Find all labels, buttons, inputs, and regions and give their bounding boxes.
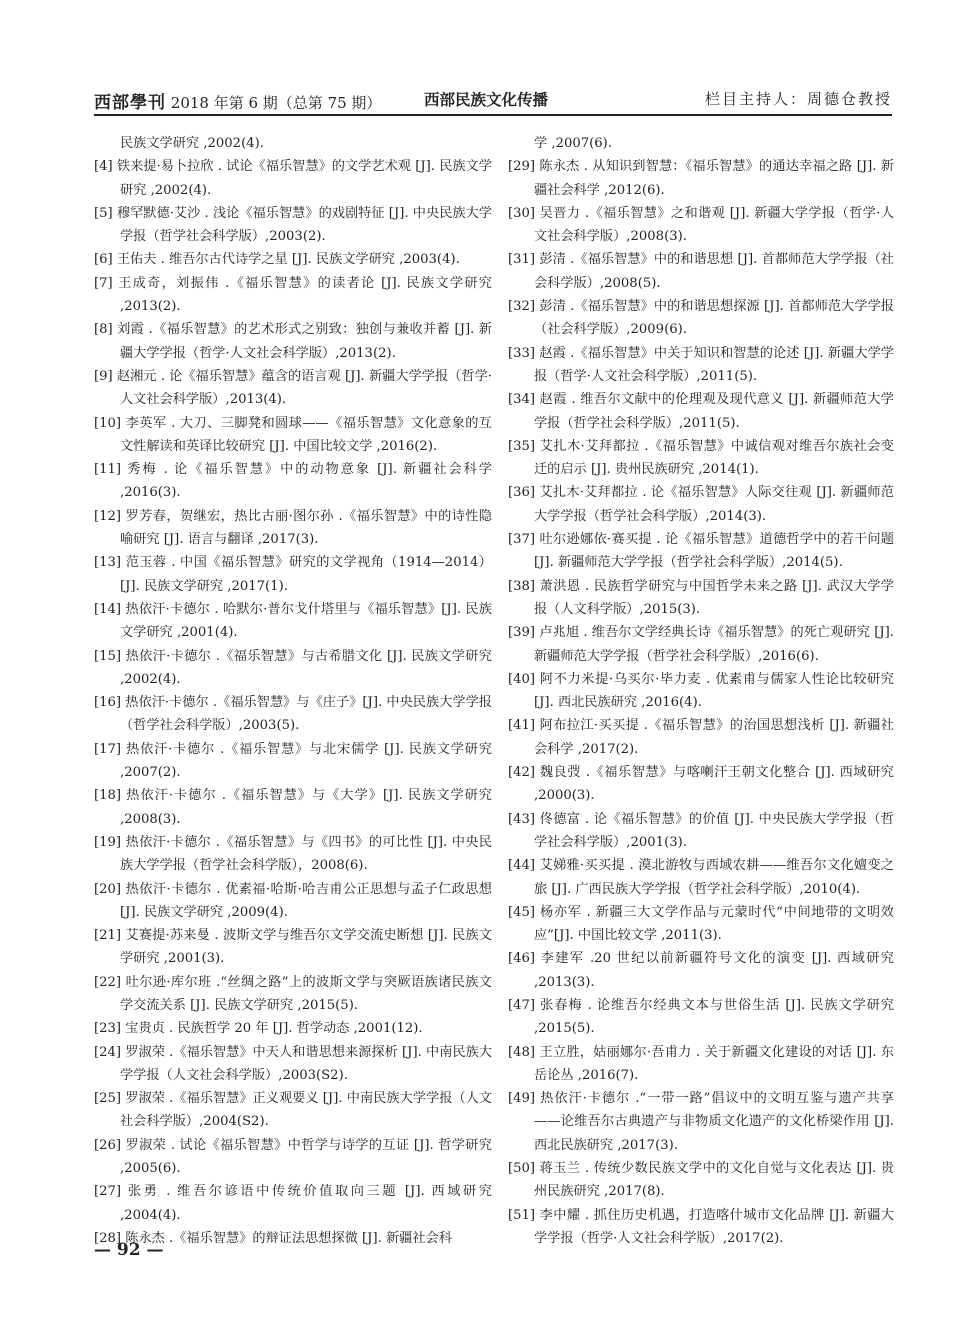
reference-entry: 民族文学研究 ,2002(4).	[120, 136, 264, 151]
reference-entry: [9] 赵湘元 . 论《福乐智慧》蕴含的语言观 [J]. 新疆大学学报（哲学·人文社会科学版）,2013(4).	[94, 368, 492, 408]
reference-entry: [37] 吐尔逊娜依·赛买提 . 论《福乐智慧》道德哲学中的若干问题 [J]. 新疆师范大学学报（哲学社会科学版）,2014(5).	[508, 532, 894, 571]
reference-entry: [20] 热依汗·卡德尔 . 优素福·哈斯·哈吉甫公正思想与孟子仁政思想 [J]. 民族文学研究 ,2009(4).	[94, 881, 492, 920]
section-title: 西部民族文化传播	[424, 91, 549, 109]
reference-entry: [34] 赵霞 . 维吾尔文献中的伦理观及现代意义 [J]. 新疆师范大学学报（哲学社会科学版）,2011(5).	[508, 392, 894, 431]
reference-entry: [28] 陈永杰 .《福乐智慧》的辩证法思想探微 [J]. 新疆社会科	[94, 1230, 452, 1246]
references-column-left	[94, 132, 492, 1250]
reference-entry: [39] 卢兆旭 . 维吾尔文学经典长诗《福乐智慧》的死亡观研究 [J]. 新疆师范大学学报（哲学社会科学版）,2016(6).	[508, 625, 894, 664]
reference-entry: [14] 热依汗·卡德尔 . 哈默尔·普尔戈什塔里与《福乐智慧》[J]. 民族文学研究 ,2001(4).	[94, 601, 492, 641]
column-host: 栏目主持人：周德仓教授	[704, 90, 892, 108]
reference-entry: [13] 范玉蓉 . 中国《福乐智慧》研究的文学视角（1914—2014）[J]. 民族文学研究 ,2017(1).	[94, 555, 492, 594]
reference-entry: [50] 蒋玉兰 . 传统少数民族文学中的文化自觉与文化表达 [J]. 贵州民族研究 ,2017(8).	[508, 1161, 894, 1200]
reference-entry: [25] 罗淑荣 .《福乐智慧》正义观要义 [J]. 中南民族大学学报（人文社会科学版）,2004(S2).	[94, 1091, 492, 1130]
reference-entry: [45] 杨亦军 . 新疆三大文学作品与元蒙时代“中间地带的文明效应”[J]. 中国比较文学 ,2011(3).	[508, 904, 894, 944]
reference-entry: [6] 王佑夫 . 维吾尔古代诗学之星 [J]. 民族文学研究 ,2003(4).	[94, 252, 460, 268]
reference-entry: [27] 张勇 . 维吾尔谚语中传统价值取向三题 [J]. 西域研究 ,2004(4).	[94, 1184, 492, 1223]
reference-entry: [47] 张春梅 . 论维吾尔经典文本与世俗生活 [J]. 民族文学研究 ,2015(5).	[508, 997, 894, 1037]
references-column-right	[508, 132, 894, 1250]
reference-entry: [44] 艾娣雅·买买提 . 漠北游牧与西域农耕——维吾尔文化嬗变之旅 [J]. 广西民族大学学报（哲学社会科学版）,2010(4).	[508, 858, 894, 897]
reference-entry: [43] 佟德富 . 论《福乐智慧》的价值 [J]. 中央民族大学学报（哲学社会科学版）,2001(3).	[508, 811, 894, 850]
reference-entry: [51] 李中耀 . 抓住历史机遇，打造喀什城市文化品牌 [J]. 新疆大学学报（哲学·人文社会科学版）,2017(2).	[508, 1207, 894, 1246]
reference-entry: [46] 李建军 .20 世纪以前新疆符号文化的演变 [J]. 西域研究 ,2013(3).	[508, 951, 894, 990]
reference-entry: [10] 李英军 . 大刀、三脚凳和圆球——《福乐智慧》文化意象的互文性解读和英译比较研究 [J]. 中国比较文学 ,2016(2).	[94, 415, 492, 454]
journal-logo: 西部學刊	[94, 93, 166, 113]
reference-entry: [12] 罗芳春，贺继宏，热比古丽·图尔孙 .《福乐智慧》中的诗性隐喻研究 [J]. 语言与翻译 ,2017(3).	[94, 508, 492, 548]
reference-entry: [11] 秀梅 . 论《福乐智慧》中的动物意象 [J]. 新疆社会科学 ,2016(3).	[94, 462, 492, 501]
reference-entry: [41] 阿布拉江·买买提 .《福乐智慧》的治国思想浅析 [J]. 新疆社会科学 ,2017(2).	[508, 718, 894, 757]
reference-entry: [23] 宝贵贞 . 民族哲学 20 年 [J]. 哲学动态 ,2001(12).	[94, 1021, 423, 1037]
reference-entry: [15] 热依汗·卡德尔 .《福乐智慧》与古希腊文化 [J]. 民族文学研究 ,2002(4).	[94, 648, 492, 687]
reference-entry: [30] 吴晋力 .《福乐智慧》之和谐观 [J]. 新疆大学学报（哲学·人文社会科学版）,2008(3).	[508, 205, 894, 245]
reference-entry: [24] 罗淑荣 .《福乐智慧》中天人和谐思想来源探析 [J]. 中南民族大学学报（人文社会科学版）,2003(S2).	[94, 1044, 492, 1083]
reference-entry: [42] 魏良弢 .《福乐智慧》与喀喇汗王朝文化整合 [J]. 西域研究 ,2000(3).	[508, 765, 894, 804]
reference-entry: [38] 萧洪恩 . 民族哲学研究与中国哲学未来之路 [J]. 武汉大学学报（人文科学版）,2015(3).	[508, 578, 894, 617]
reference-entry: [21] 艾赛提·苏来曼 . 波斯文学与维吾尔文学交流史断想 [J]. 民族文学研究 ,2001(3).	[94, 928, 492, 967]
reference-entry: [7] 王成奇，刘振伟 .《福乐智慧》的读者论 [J]. 民族文学研究 ,2013(2).	[94, 275, 492, 315]
reference-entry: [17] 热依汗·卡德尔 .《福乐智慧》与北宋儒学 [J]. 民族文学研究 ,2007(2).	[94, 741, 492, 781]
reference-entry: [29] 陈永杰 . 从知识到智慧：《福乐智慧》的通达幸福之路 [J]. 新疆社会科学 ,2012(6).	[508, 159, 894, 198]
reference-entry: [33] 赵霞 .《福乐智慧》中关于知识和智慧的论述 [J]. 新疆大学学报（哲学·人文社会科学版）,2011(5).	[508, 345, 894, 384]
reference-entry: [4] 铁来提·易卜拉欣 . 试论《福乐智慧》的文学艺术观 [J]. 民族文学研究 ,2002(4).	[94, 159, 492, 198]
reference-entry: [32] 彭清 .《福乐智慧》中的和谐思想探源 [J]. 首都师范大学学报（社会科学版）,2009(6).	[508, 299, 894, 338]
page-number: — 92 —	[94, 1240, 164, 1260]
reference-entry: [48] 王立胜，姑丽娜尔·吾甫力 . 关于新疆文化建设的对话 [J]. 东岳论丛 ,2016(7).	[508, 1044, 894, 1083]
running-header	[94, 86, 892, 116]
issue-info: 2018 年第 6 期（总第 75 期）	[170, 94, 382, 112]
reference-entry: [49] 热依汗·卡德尔 .“一带一路”倡议中的文明互鉴与遗产共享——论维吾尔古典遗产与非物质文化遗产的文化桥梁作用 [J]. 西北民族研究 ,2017(3).	[508, 1091, 894, 1153]
reference-entry: [16] 热依汗·卡德尔 .《福乐智慧》与《庄子》[J]. 中央民族大学学报（哲学社会科学版）,2003(5).	[94, 695, 492, 734]
reference-entry: 学 ,2007(6).	[534, 136, 613, 151]
reference-entry: [18] 热依汗·卡德尔 .《福乐智慧》与《大学》[J]. 民族文学研究 ,2008(3).	[94, 788, 492, 827]
reference-entry: [19] 热依汗·卡德尔 .《福乐智慧》与《四书》的可比性 [J]. 中央民族大学学报（哲学社会科学版），2008(6).	[94, 834, 492, 874]
reference-entry: [36] 艾扎木·艾拜都拉 . 论《福乐智慧》人际交往观 [J]. 新疆师范大学学报（哲学社会科学版）,2014(3).	[508, 485, 894, 524]
reference-entry: [22] 吐尔逊·库尔班 .“丝绸之路”上的波斯文学与突厥语族诸民族文学交流关系 [J]. 民族文学研究 ,2015(5).	[94, 974, 492, 1013]
journal-issue-line	[94, 88, 381, 113]
reference-entry: [40] 阿不力米提·乌买尔·毕力麦 . 优素甫与儒家人性论比较研究 [J]. 西北民族研究 ,2016(4).	[508, 671, 894, 711]
reference-entry: [5] 穆罕默德·艾沙 . 浅论《福乐智慧》的戏剧特征 [J]. 中央民族大学学报（哲学社会科学版）,2003(2).	[94, 205, 492, 245]
reference-entry: [35] 艾扎木·艾拜都拉 .《福乐智慧》中诚信观对维吾尔族社会变迁的启示 [J]. 贵州民族研究 ,2014(1).	[508, 438, 894, 478]
reference-entry: [31] 彭清 .《福乐智慧》中的和谐思想 [J]. 首都师范大学学报（社会科学版）,2008(5).	[508, 252, 894, 291]
reference-entry: [8] 刘霞 .《福乐智慧》的艺术形式之别致：独创与兼收并蓄 [J]. 新疆大学学报（哲学·人文社会科学版）,2013(2).	[94, 322, 492, 361]
reference-entry: [26] 罗淑荣 . 试论《福乐智慧》中哲学与诗学的互证 [J]. 哲学研究 ,2005(6).	[94, 1137, 492, 1177]
